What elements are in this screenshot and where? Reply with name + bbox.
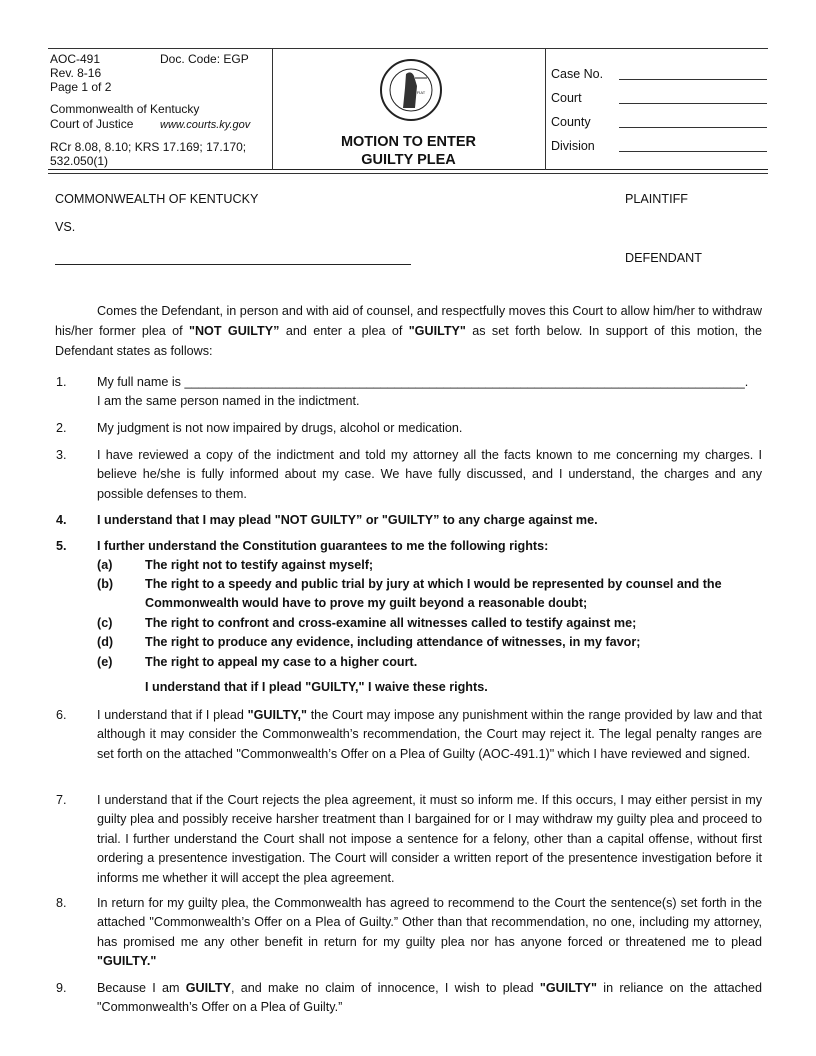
text-segment: "GUILTY" — [408, 324, 466, 338]
item-number: 7. — [56, 793, 67, 807]
plaintiff-name: COMMONWEALTH OF KENTUCKY — [55, 192, 259, 206]
court-label: Court — [551, 91, 582, 105]
court-seal-icon — [379, 58, 443, 122]
header-bottom-rule — [48, 169, 768, 170]
list-item — [56, 373, 762, 412]
list-item — [56, 791, 762, 888]
division-field[interactable] — [619, 151, 767, 152]
item-text — [97, 791, 762, 888]
item-text — [97, 706, 762, 764]
form-title — [272, 133, 545, 169]
text-segment: I further understand the Constitution guarantees to me the following rights: — [97, 539, 549, 553]
case-no-label: Case No. — [551, 67, 604, 81]
court-field[interactable] — [619, 103, 767, 104]
right-text: The right to produce any evidence, including attendance of witnesses, in my favor; — [145, 635, 641, 649]
right-letter: (e) — [97, 655, 113, 669]
item-text — [97, 537, 762, 556]
right-text: The right to appeal my case to a higher court. — [145, 655, 418, 669]
doc-code: Doc. Code: EGP — [160, 52, 249, 66]
right-text: The right not to testify against myself; — [145, 558, 374, 572]
item-number: 6. — [56, 708, 67, 722]
header-top-rule — [48, 48, 768, 49]
text-segment: in reliance on the attached "Commonwealth’s Offer on a Plea of Guilty.” — [97, 981, 762, 1015]
title-line-2: GUILTY PLEA — [361, 152, 456, 168]
right-text: The right to a speedy and public trial by jury at which I would be represented by counsel and the Commonwealth would have to prove my guilt beyond a reasonable doubt; — [145, 577, 722, 611]
title-line-1: MOTION TO ENTER — [340, 134, 477, 150]
page-number: Page 1 of 2 — [50, 80, 112, 94]
text-segment: as set forth below. In support of this motion, the Defendant states as follows: — [55, 324, 763, 358]
org-name-2: Court of Justice — [50, 117, 134, 131]
statutes: RCr 8.08, 8.10; KRS 17.169; 17.170; — [50, 140, 247, 154]
svg-text:FIAT: FIAT — [416, 90, 426, 95]
text-segment: I understand that if I plead — [97, 708, 248, 722]
plaintiff-label: PLAINTIFF — [625, 192, 688, 206]
county-label: County — [551, 115, 591, 129]
list-item — [56, 446, 762, 504]
revision: Rev. 8-16 — [50, 66, 102, 80]
waiver-statement: I understand that if I plead "GUILTY," I waive these rights. — [145, 680, 488, 694]
list-item — [56, 511, 762, 530]
list-item — [56, 979, 762, 1018]
list-item — [56, 706, 762, 764]
item-number: 9. — [56, 981, 67, 995]
item-number: 5. — [56, 539, 67, 553]
versus: VS. — [55, 220, 76, 234]
text-segment: GUILTY — [185, 981, 231, 995]
item-number: 4. — [56, 513, 67, 527]
text-segment: "GUILTY." — [97, 954, 157, 969]
list-item — [56, 537, 762, 556]
item-text — [97, 511, 762, 530]
list-item — [56, 419, 762, 438]
defendant-name-field[interactable] — [55, 264, 411, 265]
text-segment: I have reviewed a copy of the indictment and told my attorney all the facts known to me concerning my charges. I believe he/she is fully informed about my case. We have fully discussed, and I understand, the charges and any possible defenses to them. — [97, 448, 762, 501]
item-number: 2. — [56, 421, 67, 435]
item-text-line: I am the same person named in the indictment. — [97, 394, 360, 409]
text-segment: I understand that if the Court rejects the plea agreement, it must so inform me. If this occurs, I may either persist in my guilty plea and possibly receive harsher treatment than I bargained for or I may withdraw my guilty plea and proceed to trial. I further understand the Court shall not impose a sentence for a felony, other than a capital offense, without first ordering a presentence investigation. The Court will consider a written report of the presentence investigation before it informs me whether it will accept the plea agreement. — [97, 793, 762, 885]
text-segment: "GUILTY," — [247, 708, 307, 722]
county-field[interactable] — [619, 127, 767, 128]
divider — [545, 48, 546, 170]
defendant-label: DEFENDANT — [625, 251, 702, 265]
right-letter: (a) — [97, 558, 113, 572]
text-segment: Comes the Defendant, in person and with aid of counsel, and respectfully moves this Court to allow him/her to withdraw his/her former plea of — [55, 304, 763, 338]
text-segment: the Court may impose any punishment within the range provided by law and that although it may consider the Commonwealth’s recommendation, the Court may reject it. The legal penalty ranges are set forth on the attached "Commonwealth’s Offer on a Plea of Guilty (AOC-491.1)" which I have reviewed and signed. — [97, 708, 762, 761]
text-segment: I understand that I may plead "NOT GUILTY” or "GUILTY” to any charge against me. — [97, 513, 598, 527]
text-segment: My full name is ________________________________________________________________________________. — [97, 375, 749, 389]
right-letter: (d) — [97, 635, 114, 649]
text-segment: My judgment is not now impaired by drugs, alcohol or medication. — [97, 421, 463, 435]
right-letter: (b) — [97, 577, 114, 591]
list-item — [56, 894, 762, 972]
text-segment: "GUILTY" — [539, 981, 598, 995]
item-text — [97, 373, 762, 412]
text-segment: , and make no claim of innocence, I wish to plead — [231, 981, 540, 995]
item-text — [97, 894, 762, 972]
item-text — [97, 446, 762, 504]
item-number: 1. — [56, 375, 67, 389]
right-letter: (c) — [97, 616, 113, 630]
header-bottom-rule-2 — [48, 173, 768, 174]
intro-paragraph — [55, 301, 762, 361]
website-link[interactable]: www.courts.ky.gov — [160, 119, 251, 131]
item-number: 3. — [56, 448, 67, 462]
item-text — [97, 419, 762, 438]
item-text — [97, 979, 762, 1018]
text-segment: "NOT GUILTY” — [188, 324, 280, 338]
division-label: Division — [551, 139, 595, 153]
org-name: Commonwealth of Kentucky — [50, 102, 200, 116]
case-no-field[interactable] — [619, 79, 767, 80]
text-segment: and enter a plea of — [279, 324, 409, 338]
item-number: 8. — [56, 896, 67, 910]
text-segment: In return for my guilty plea, the Commonwealth has agreed to recommend to the Court the sentence(s) set forth in the attached "Commonwealth’s Offer on a Plea of Guilty.” Other than that recommendation, no one, including my attorney, has promised me any other benefit in return for my guilty plea nor has anyone forced or threatened me to plead — [97, 896, 762, 949]
form-number: AOC-491 — [50, 52, 101, 66]
text-segment: Because I am — [97, 981, 186, 995]
statutes-2: 532.050(1) — [50, 154, 109, 168]
right-text: The right to confront and cross-examine all witnesses called to testify against me; — [145, 616, 637, 630]
